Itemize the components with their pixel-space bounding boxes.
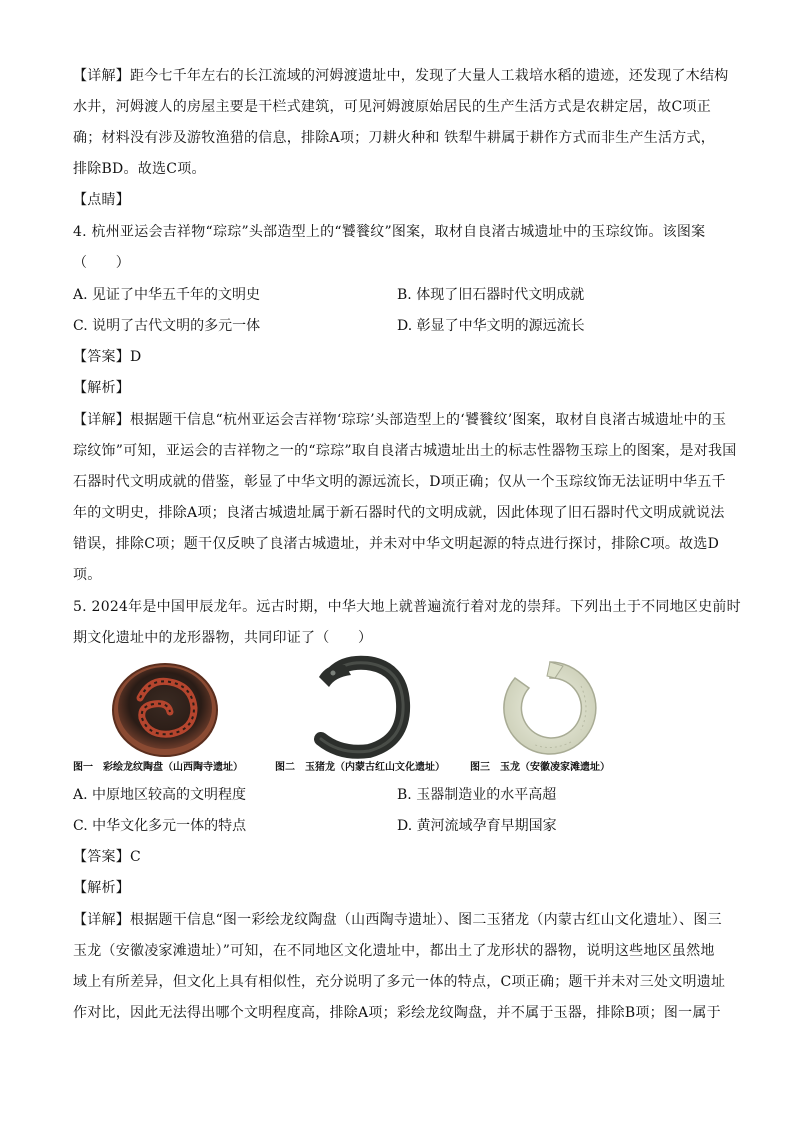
question-4-stem-cont: （ ） <box>73 255 130 271</box>
q4-option-b: B. 体现了旧石器时代文明成就 <box>397 287 585 303</box>
q5-option-a: A. 中原地区较高的文明程度 <box>73 787 247 803</box>
q4-answer: 【答案】D <box>73 349 142 365</box>
q4-detail-line: 琮纹饰”可知，亚运会的吉祥物之一的“琮琮”取自良渚古城遗址出土的标志性器物玉琮上的图案，是对我国 <box>73 443 737 459</box>
jade-dragon-image <box>495 656 605 760</box>
q5-answer: 【答案】C <box>73 849 141 865</box>
question-5-stem: 5. 2024年是中国甲辰龙年。远古时期，中华大地上就普遍流行着对龙的崇拜。下列出土于不同地区史前时 <box>73 599 741 615</box>
q5-detail-line: 域上有所差异，但文化上具有相似性，充分说明了多元一体的特点，C项正确；题干并未对三处文明遗址 <box>73 974 726 990</box>
painted-dragon-plate-image <box>110 658 220 758</box>
text-line: 【详解】距今七千年左右的长江流域的河姆渡遗址中，发现了大量人工栽培水稻的遗迹，还发现了木结构 <box>73 68 729 84</box>
figure-1-caption: 图一 彩绘龙纹陶盘（山西陶寺遗址） <box>73 762 243 773</box>
text-line: 水井，河姆渡人的房屋主要是干栏式建筑，可见河姆渡原始居民的生产生活方式是农耕定居，故C项正 <box>73 99 711 115</box>
q5-detail-line: 作对比，因此无法得出哪个文明程度高，排除A项；彩绘龙纹陶盘，并不属于玉器，排除B项；图一属于 <box>73 1005 721 1021</box>
q4-detail-line: 错误，排除C项；题干仅反映了良渚古城遗址，并未对中华文明起源的特点进行探讨，排除C项。故选D <box>73 536 720 552</box>
figure-3-caption: 图三 玉龙（安徽凌家滩遗址） <box>470 762 610 773</box>
jade-pig-dragon-image <box>305 655 425 760</box>
q4-option-c: C. 说明了古代文明的多元一体 <box>73 318 261 334</box>
q5-detail-line: 【详解】根据题干信息“图一彩绘龙纹陶盘（山西陶寺遗址）、图二玉猪龙（内蒙古红山文化遗址）、图三 <box>73 912 722 928</box>
text-line: 确；材料没有涉及游牧渔猎的信息，排除A项；刀耕火种和 铁犁牛耕属于耕作方式而非生产生活方式， <box>73 130 716 146</box>
q5-option-c: C. 中华文化多元一体的特点 <box>73 818 247 834</box>
question-5-stem-cont: 期文化遗址中的龙形器物，共同印证了（ ） <box>73 630 373 646</box>
q5-option-d: D. 黄河流域孕育早期国家 <box>397 818 557 834</box>
figure-2-caption: 图二 玉猪龙（内蒙古红山文化遗址） <box>275 762 445 773</box>
q4-detail-line: 年的文明史，排除A项；良渚古城遗址属于新石器时代的文明成就，因此体现了旧石器时代文明成就说法 <box>73 505 725 521</box>
q5-analysis-label: 【解析】 <box>73 880 130 896</box>
section-label: 【点睛】 <box>73 192 130 208</box>
q4-analysis-label: 【解析】 <box>73 380 130 396</box>
q4-detail-line: 项。 <box>73 567 102 583</box>
q4-option-a: A. 见证了中华五千年的文明史 <box>73 287 261 303</box>
text-line: 排除BD。故选C项。 <box>73 161 206 177</box>
q5-option-b: B. 玉器制造业的水平高超 <box>397 787 557 803</box>
question-4-stem: 4. 杭州亚运会吉祥物“琮琮”头部造型上的“饕餮纹”图案，取材自良渚古城遗址中的玉琮纹饰。该图案 <box>73 224 706 240</box>
q4-detail-line: 石器时代文明成就的借鉴，彰显了中华文明的源远流长，D项正确；仅从一个玉琮纹饰无法证明中华五千 <box>73 474 726 490</box>
q5-detail-line: 玉龙（安徽凌家滩遗址）”可知，在不同地区文化遗址中，都出土了龙形状的器物，说明这些地区虽然地 <box>73 943 715 959</box>
q4-detail-line: 【详解】根据题干信息“杭州亚运会吉祥物‘琮琮’头部造型上的‘饕餮纹’图案，取材自良渚古城遗址中的玉 <box>73 412 727 428</box>
q4-option-d: D. 彰显了中华文明的源远流长 <box>397 318 585 334</box>
